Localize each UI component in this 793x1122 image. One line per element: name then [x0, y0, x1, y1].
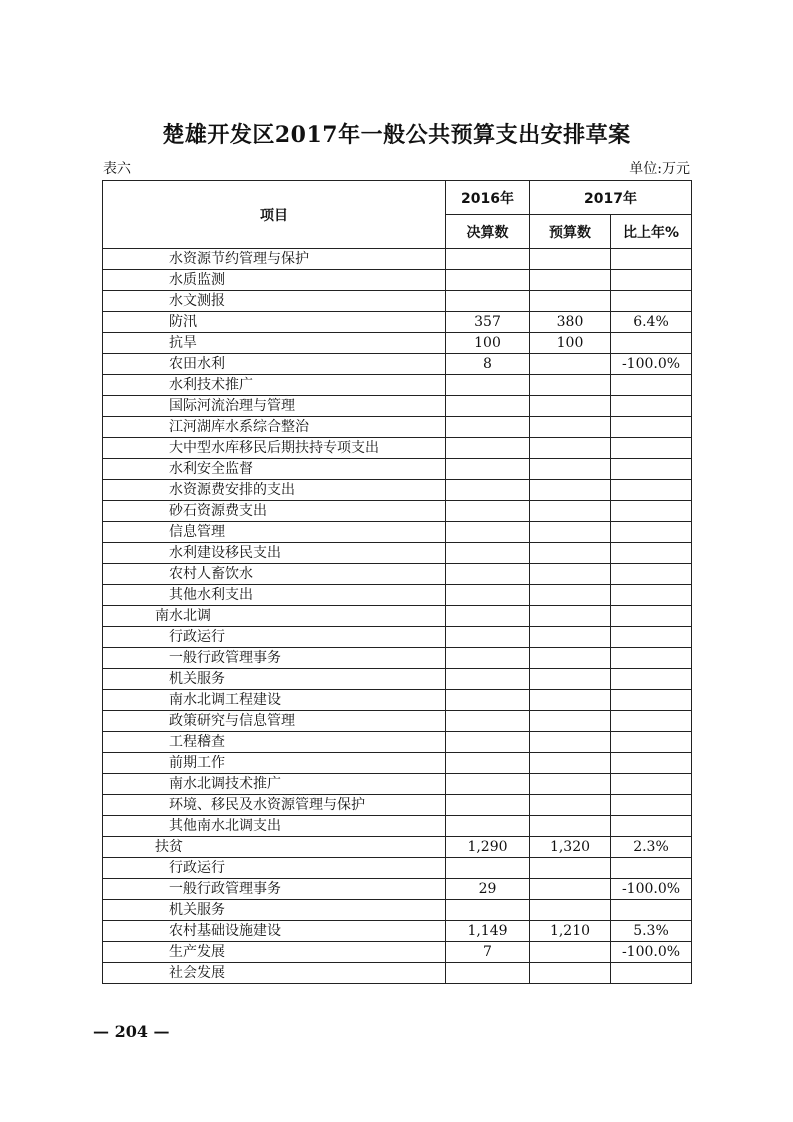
row-final-2016: [446, 522, 530, 543]
row-name: 南水北调: [103, 606, 446, 627]
page-title: 楚雄开发区2017年一般公共预算支出安排草案: [162, 122, 631, 148]
row-final-2016: [446, 858, 530, 879]
row-ratio: [611, 669, 692, 690]
row-name: 抗旱: [103, 333, 446, 354]
row-ratio: [611, 900, 692, 921]
row-name: 南水北调技术推广: [103, 774, 446, 795]
table-row: [103, 879, 692, 900]
row-final-2016: [446, 900, 530, 921]
row-ratio: [611, 753, 692, 774]
row-ratio: [611, 711, 692, 732]
row-final-2016: [446, 480, 530, 501]
table-row: [103, 627, 692, 648]
row-name: 水利建设移民支出: [103, 543, 446, 564]
row-name: 行政运行: [103, 858, 446, 879]
table-row: [103, 816, 692, 837]
row-name: 一般行政管理事务: [103, 648, 446, 669]
row-ratio: [611, 690, 692, 711]
row-budget-2017: [530, 417, 611, 438]
row-ratio: [611, 816, 692, 837]
table-row: [103, 585, 692, 606]
row-budget-2017: [530, 375, 611, 396]
row-final-2016: [446, 963, 530, 984]
row-budget-2017: [530, 291, 611, 312]
table-row: [103, 648, 692, 669]
row-final-2016: [446, 732, 530, 753]
row-ratio: [611, 858, 692, 879]
row-ratio: [611, 963, 692, 984]
row-ratio: [611, 564, 692, 585]
table-row: [103, 375, 692, 396]
table-row: [103, 270, 692, 291]
row-budget-2017: [530, 627, 611, 648]
row-name: 江河湖库水系综合整治: [103, 417, 446, 438]
row-name: 扶贫: [103, 837, 446, 858]
row-ratio: [611, 648, 692, 669]
table-row: [103, 963, 692, 984]
table-row: [103, 522, 692, 543]
row-budget-2017: [530, 648, 611, 669]
row-name: 社会发展: [103, 963, 446, 984]
row-ratio: 2.3%: [611, 837, 692, 858]
row-ratio: [611, 438, 692, 459]
row-ratio: [611, 270, 692, 291]
row-ratio: [611, 459, 692, 480]
row-name: 水资源费安排的支出: [103, 480, 446, 501]
table-row: [103, 543, 692, 564]
row-budget-2017: [530, 606, 611, 627]
row-budget-2017: [530, 354, 611, 375]
row-budget-2017: 380: [530, 312, 611, 333]
row-ratio: [611, 375, 692, 396]
row-name: 生产发展: [103, 942, 446, 963]
row-ratio: [611, 417, 692, 438]
table-row: [103, 396, 692, 417]
table-number: 表六: [103, 161, 131, 177]
table-row: [103, 438, 692, 459]
row-name: 水质监测: [103, 270, 446, 291]
row-name: 其他南水北调支出: [103, 816, 446, 837]
row-budget-2017: [530, 900, 611, 921]
row-final-2016: [446, 396, 530, 417]
row-name: 水利安全监督: [103, 459, 446, 480]
row-budget-2017: [530, 438, 611, 459]
table-row: [103, 900, 692, 921]
row-final-2016: [446, 627, 530, 648]
row-name: 前期工作: [103, 753, 446, 774]
row-final-2016: [446, 690, 530, 711]
row-name: 南水北调工程建设: [103, 690, 446, 711]
row-name: 机关服务: [103, 669, 446, 690]
header-ratio: 比上年%: [611, 215, 692, 249]
header-item: 项目: [103, 181, 446, 249]
row-name: 国际河流治理与管理: [103, 396, 446, 417]
row-budget-2017: 1,210: [530, 921, 611, 942]
row-ratio: [611, 795, 692, 816]
row-name: 政策研究与信息管理: [103, 711, 446, 732]
table-row: [103, 732, 692, 753]
table-row: [103, 711, 692, 732]
row-final-2016: [446, 438, 530, 459]
row-budget-2017: [530, 879, 611, 900]
row-final-2016: 29: [446, 879, 530, 900]
row-ratio: -100.0%: [611, 942, 692, 963]
row-budget-2017: [530, 543, 611, 564]
table-row: [103, 606, 692, 627]
row-final-2016: 7: [446, 942, 530, 963]
table-row: [103, 459, 692, 480]
row-final-2016: 1,290: [446, 837, 530, 858]
row-name: 环境、移民及水资源管理与保护: [103, 795, 446, 816]
row-name: 农田水利: [103, 354, 446, 375]
row-name: 行政运行: [103, 627, 446, 648]
row-ratio: [611, 543, 692, 564]
page-number: — 204 —: [93, 1022, 170, 1041]
row-budget-2017: [530, 858, 611, 879]
row-final-2016: [446, 270, 530, 291]
row-budget-2017: [530, 732, 611, 753]
row-budget-2017: 1,320: [530, 837, 611, 858]
row-final-2016: [446, 459, 530, 480]
row-final-2016: [446, 669, 530, 690]
table-row: [103, 921, 692, 942]
row-final-2016: [446, 648, 530, 669]
header-budget: 预算数: [530, 215, 611, 249]
row-budget-2017: [530, 270, 611, 291]
row-ratio: [611, 606, 692, 627]
table-row: [103, 480, 692, 501]
table-row: [103, 417, 692, 438]
row-final-2016: [446, 585, 530, 606]
row-name: 工程稽查: [103, 732, 446, 753]
table-row: [103, 501, 692, 522]
row-final-2016: [446, 543, 530, 564]
table-row: [103, 312, 692, 333]
table-row: [103, 690, 692, 711]
row-ratio: [611, 249, 692, 270]
table-row: [103, 249, 692, 270]
row-final-2016: [446, 375, 530, 396]
table-row: [103, 942, 692, 963]
header-year-2016: 2016年: [446, 181, 530, 215]
table-row: [103, 333, 692, 354]
row-budget-2017: [530, 564, 611, 585]
row-final-2016: [446, 417, 530, 438]
row-budget-2017: [530, 480, 611, 501]
row-budget-2017: [530, 459, 611, 480]
row-budget-2017: [530, 669, 611, 690]
header-final: 决算数: [446, 215, 530, 249]
table-header: [103, 181, 692, 249]
row-ratio: -100.0%: [611, 879, 692, 900]
row-name: 水资源节约管理与保护: [103, 249, 446, 270]
row-name: 一般行政管理事务: [103, 879, 446, 900]
row-budget-2017: [530, 396, 611, 417]
row-name: 农村人畜饮水: [103, 564, 446, 585]
row-final-2016: [446, 501, 530, 522]
row-final-2016: [446, 753, 530, 774]
row-ratio: [611, 501, 692, 522]
row-budget-2017: [530, 795, 611, 816]
row-name: 水文测报: [103, 291, 446, 312]
row-ratio: [611, 627, 692, 648]
row-ratio: [611, 522, 692, 543]
table-row: [103, 795, 692, 816]
row-budget-2017: 100: [530, 333, 611, 354]
table-row: [103, 753, 692, 774]
table-row: [103, 354, 692, 375]
row-budget-2017: [530, 963, 611, 984]
row-final-2016: [446, 795, 530, 816]
row-ratio: [611, 774, 692, 795]
row-ratio: [611, 732, 692, 753]
unit-label: 单位:万元: [629, 161, 690, 177]
table-row: [103, 669, 692, 690]
row-ratio: [611, 291, 692, 312]
row-ratio: [611, 480, 692, 501]
row-final-2016: [446, 774, 530, 795]
row-name: 农村基础设施建设: [103, 921, 446, 942]
row-name: 水利技术推广: [103, 375, 446, 396]
row-name: 砂石资源费支出: [103, 501, 446, 522]
row-final-2016: [446, 291, 530, 312]
row-ratio: [611, 585, 692, 606]
row-name: 信息管理: [103, 522, 446, 543]
row-ratio: [611, 396, 692, 417]
table-body: [103, 249, 692, 984]
row-final-2016: [446, 711, 530, 732]
row-budget-2017: [530, 774, 611, 795]
row-final-2016: 1,149: [446, 921, 530, 942]
table-row: [103, 774, 692, 795]
row-budget-2017: [530, 501, 611, 522]
row-ratio: 6.4%: [611, 312, 692, 333]
table-row: [103, 858, 692, 879]
table-row: [103, 291, 692, 312]
row-budget-2017: [530, 753, 611, 774]
row-name: 防汛: [103, 312, 446, 333]
row-final-2016: 100: [446, 333, 530, 354]
row-name: 其他水利支出: [103, 585, 446, 606]
row-final-2016: [446, 816, 530, 837]
row-budget-2017: [530, 816, 611, 837]
row-budget-2017: [530, 942, 611, 963]
row-ratio: -100.0%: [611, 354, 692, 375]
table-row: [103, 564, 692, 585]
row-final-2016: [446, 606, 530, 627]
row-final-2016: 8: [446, 354, 530, 375]
row-ratio: [611, 333, 692, 354]
table-row: [103, 837, 692, 858]
row-name: 大中型水库移民后期扶持专项支出: [103, 438, 446, 459]
header-year-2017: 2017年: [530, 181, 692, 215]
row-budget-2017: [530, 690, 611, 711]
row-budget-2017: [530, 585, 611, 606]
row-budget-2017: [530, 711, 611, 732]
budget-table: [102, 180, 692, 984]
row-final-2016: [446, 249, 530, 270]
row-ratio: 5.3%: [611, 921, 692, 942]
row-final-2016: [446, 564, 530, 585]
row-budget-2017: [530, 522, 611, 543]
row-final-2016: 357: [446, 312, 530, 333]
row-name: 机关服务: [103, 900, 446, 921]
row-budget-2017: [530, 249, 611, 270]
